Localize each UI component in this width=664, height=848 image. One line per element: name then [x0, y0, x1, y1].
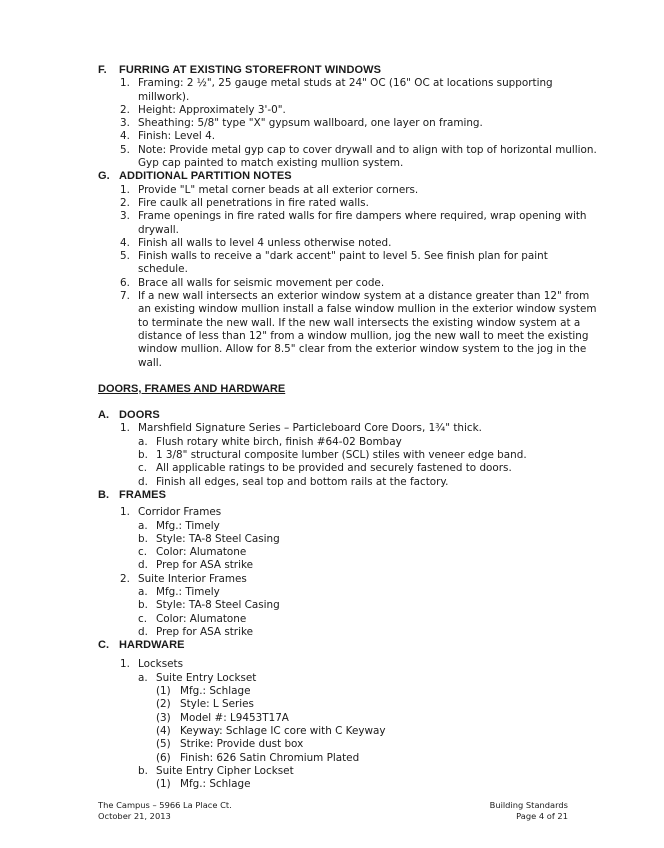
footer-date: October 21, 2013: [98, 811, 171, 821]
footer-project: The Campus – 5966 La Place Ct.: [98, 800, 232, 810]
list-item: [98, 533, 598, 546]
list-item: [98, 626, 598, 639]
item-number: 5.: [120, 143, 130, 156]
item-letter: b.: [138, 599, 148, 612]
item-text: Finish: 626 Satin Chromium Plated: [180, 751, 360, 764]
document-body: [98, 64, 598, 791]
item-text: Brace all walls for seismic movement per code.: [138, 276, 385, 289]
footer-right: [490, 800, 568, 822]
item-text: Color: Alumatone: [156, 612, 247, 625]
item-text: Prep for ASA strike: [156, 625, 254, 638]
item-text: Framing: 2 ½", 25 gauge metal studs at 24" OC (16" OC at locations supporting millwork).: [138, 77, 553, 103]
item-text: Finish: Level 4.: [138, 130, 216, 143]
footer-page-number: Page 4 of 21: [516, 811, 568, 821]
list-item: [98, 476, 598, 489]
list-item: [98, 422, 598, 435]
list-item: [98, 712, 598, 725]
item-letter: c.: [138, 462, 148, 475]
item-number: 1.: [120, 77, 130, 90]
item-letter: a.: [138, 585, 148, 598]
item-number: 7.: [120, 290, 130, 303]
section-label: A.: [98, 409, 110, 422]
list-item: [98, 698, 598, 711]
item-number: 2.: [120, 572, 130, 585]
section-heading-g: [98, 170, 598, 183]
section-title: DOORS: [119, 409, 160, 422]
item-letter: d.: [138, 559, 148, 572]
list-item: [98, 685, 598, 698]
item-text: Provide "L" metal corner beads at all exterior corners.: [138, 183, 419, 196]
item-text: Sheathing: 5/8" type "X" gypsum wallboard, one layer on framing.: [138, 117, 483, 130]
section-label: C.: [98, 639, 110, 652]
item-text: Locksets: [138, 658, 183, 671]
item-paren-number: (4): [156, 724, 171, 737]
section-label: G.: [98, 170, 110, 183]
item-letter: a.: [138, 519, 148, 532]
item-text: Color: Alumatone: [156, 546, 247, 559]
item-text: Fire caulk all penetrations in fire rated walls.: [138, 196, 369, 209]
major-heading: DOORS, FRAMES AND HARDWARE: [98, 382, 286, 395]
item-text: Style: TA-8 Steel Casing: [156, 599, 280, 612]
list-item: [98, 144, 598, 171]
item-text: Prep for ASA strike: [156, 559, 254, 572]
item-number: 1.: [120, 658, 130, 671]
item-text: Height: Approximately 3'-0".: [138, 103, 286, 116]
section-title: FRAMES: [119, 488, 167, 501]
item-paren-number: (1): [156, 685, 171, 698]
list-item: [98, 506, 598, 519]
section-heading-frames: [98, 489, 598, 502]
list-item: [98, 778, 598, 791]
item-number: 1.: [120, 506, 130, 519]
list-item: [98, 184, 598, 197]
section-label: B.: [98, 488, 110, 501]
item-number: 5.: [120, 250, 130, 263]
list-item: [98, 290, 598, 370]
list-item: [98, 573, 598, 586]
item-letter: c.: [138, 612, 148, 625]
item-paren-number: (6): [156, 751, 171, 764]
section-title: HARDWARE: [119, 639, 185, 652]
list-item: [98, 77, 598, 104]
item-text: Keyway: Schlage IC core with C Keyway: [180, 724, 386, 737]
list-item: [98, 436, 598, 449]
section-title: FURRING AT EXISTING STOREFRONT WINDOWS: [119, 64, 382, 76]
item-text: All applicable ratings to be provided and securely fastened to doors.: [156, 462, 512, 475]
item-text: Mfg.: Timely: [156, 519, 220, 532]
section-heading-hardware: [98, 639, 598, 652]
list-item: [98, 752, 598, 765]
item-letter: d.: [138, 475, 148, 488]
list-item: [98, 250, 598, 277]
list-item: [98, 599, 598, 612]
item-letter: a.: [138, 435, 148, 448]
item-number: 2.: [120, 196, 130, 209]
list-item: [98, 462, 598, 475]
section-title: ADDITIONAL PARTITION NOTES: [119, 170, 292, 183]
section-label: F.: [98, 64, 107, 76]
item-number: 4.: [120, 236, 130, 249]
item-number: 6.: [120, 276, 130, 289]
list-item: [98, 725, 598, 738]
item-letter: c.: [138, 546, 148, 559]
list-item: [98, 586, 598, 599]
item-text: Finish walls to receive a "dark accent" paint to level 5. See finish plan for paint schedule.: [138, 250, 548, 276]
item-number: 3.: [120, 117, 130, 130]
item-text: If a new wall intersects an exterior window system at a distance greater than 12" from an existing window mullion install a false window mullion in the exterior window system to terminate the new wall. If the new wall intersects the existing window system at a distance of less than 12" from a window mullion, jog the new wall to meet the existing window mullion. Allow for 8.5" clear from the exterior window system to the jog in the wall.: [138, 290, 597, 369]
item-text: Finish all walls to level 4 unless otherwise noted.: [138, 236, 392, 249]
item-number: 1.: [120, 183, 130, 196]
item-text: Note: Provide metal gyp cap to cover drywall and to align with top of horizontal mullion. Gyp cap painted to match existing mullion system.: [138, 143, 597, 170]
item-text: Marshfield Signature Series – Particleboard Core Doors, 1¾" thick.: [138, 422, 482, 435]
item-text: Suite Entry Cipher Lockset: [156, 764, 294, 777]
item-text: Suite Entry Lockset: [156, 671, 257, 684]
item-text: 1 3/8" structural composite lumber (SCL) stiles with veneer edge band.: [156, 449, 527, 462]
list-item: [98, 277, 598, 290]
list-item: [98, 237, 598, 250]
list-item: [98, 613, 598, 626]
item-text: Strike: Provide dust box: [180, 738, 304, 751]
item-number: 3.: [120, 210, 130, 223]
item-letter: a.: [138, 671, 148, 684]
list-item: [98, 117, 598, 130]
item-number: 1.: [120, 422, 130, 435]
list-item: [98, 765, 598, 778]
section-heading-doors: [98, 409, 598, 422]
footer-left: [98, 800, 232, 822]
item-text: Mfg.: Timely: [156, 585, 220, 598]
list-item: [98, 559, 598, 572]
list-item: [98, 738, 598, 751]
item-letter: b.: [138, 532, 148, 545]
item-text: Style: L Series: [180, 698, 254, 711]
item-number: 2.: [120, 103, 130, 116]
item-text: Flush rotary white birch, finish #64-02 Bombay: [156, 435, 402, 448]
item-letter: b.: [138, 449, 148, 462]
item-letter: b.: [138, 764, 148, 777]
item-text: Model #: L9453T17A: [180, 711, 289, 724]
list-item: [98, 658, 598, 671]
list-item: [98, 546, 598, 559]
item-text: Style: TA-8 Steel Casing: [156, 532, 280, 545]
item-text: Suite Interior Frames: [138, 572, 247, 585]
section-heading-f: [98, 64, 598, 77]
list-item: [98, 672, 598, 685]
list-item: [98, 210, 598, 237]
item-text: Finish all edges, seal top and bottom rails at the factory.: [156, 475, 449, 488]
list-item: [98, 449, 598, 462]
item-text: Corridor Frames: [138, 506, 222, 519]
item-paren-number: (1): [156, 778, 171, 791]
item-paren-number: (2): [156, 698, 171, 711]
list-item: [98, 197, 598, 210]
item-text: Mfg.: Schlage: [180, 685, 251, 698]
footer-doc-title: Building Standards: [489, 800, 568, 810]
item-paren-number: (3): [156, 711, 171, 724]
item-text: Frame openings in fire rated walls for fire dampers where required, wrap opening with drywall.: [138, 210, 587, 236]
item-text: Mfg.: Schlage: [180, 778, 251, 791]
item-number: 4.: [120, 130, 130, 143]
list-item: [98, 520, 598, 533]
item-paren-number: (5): [156, 738, 171, 751]
list-item: [98, 104, 598, 117]
list-item: [98, 130, 598, 143]
item-letter: d.: [138, 625, 148, 638]
